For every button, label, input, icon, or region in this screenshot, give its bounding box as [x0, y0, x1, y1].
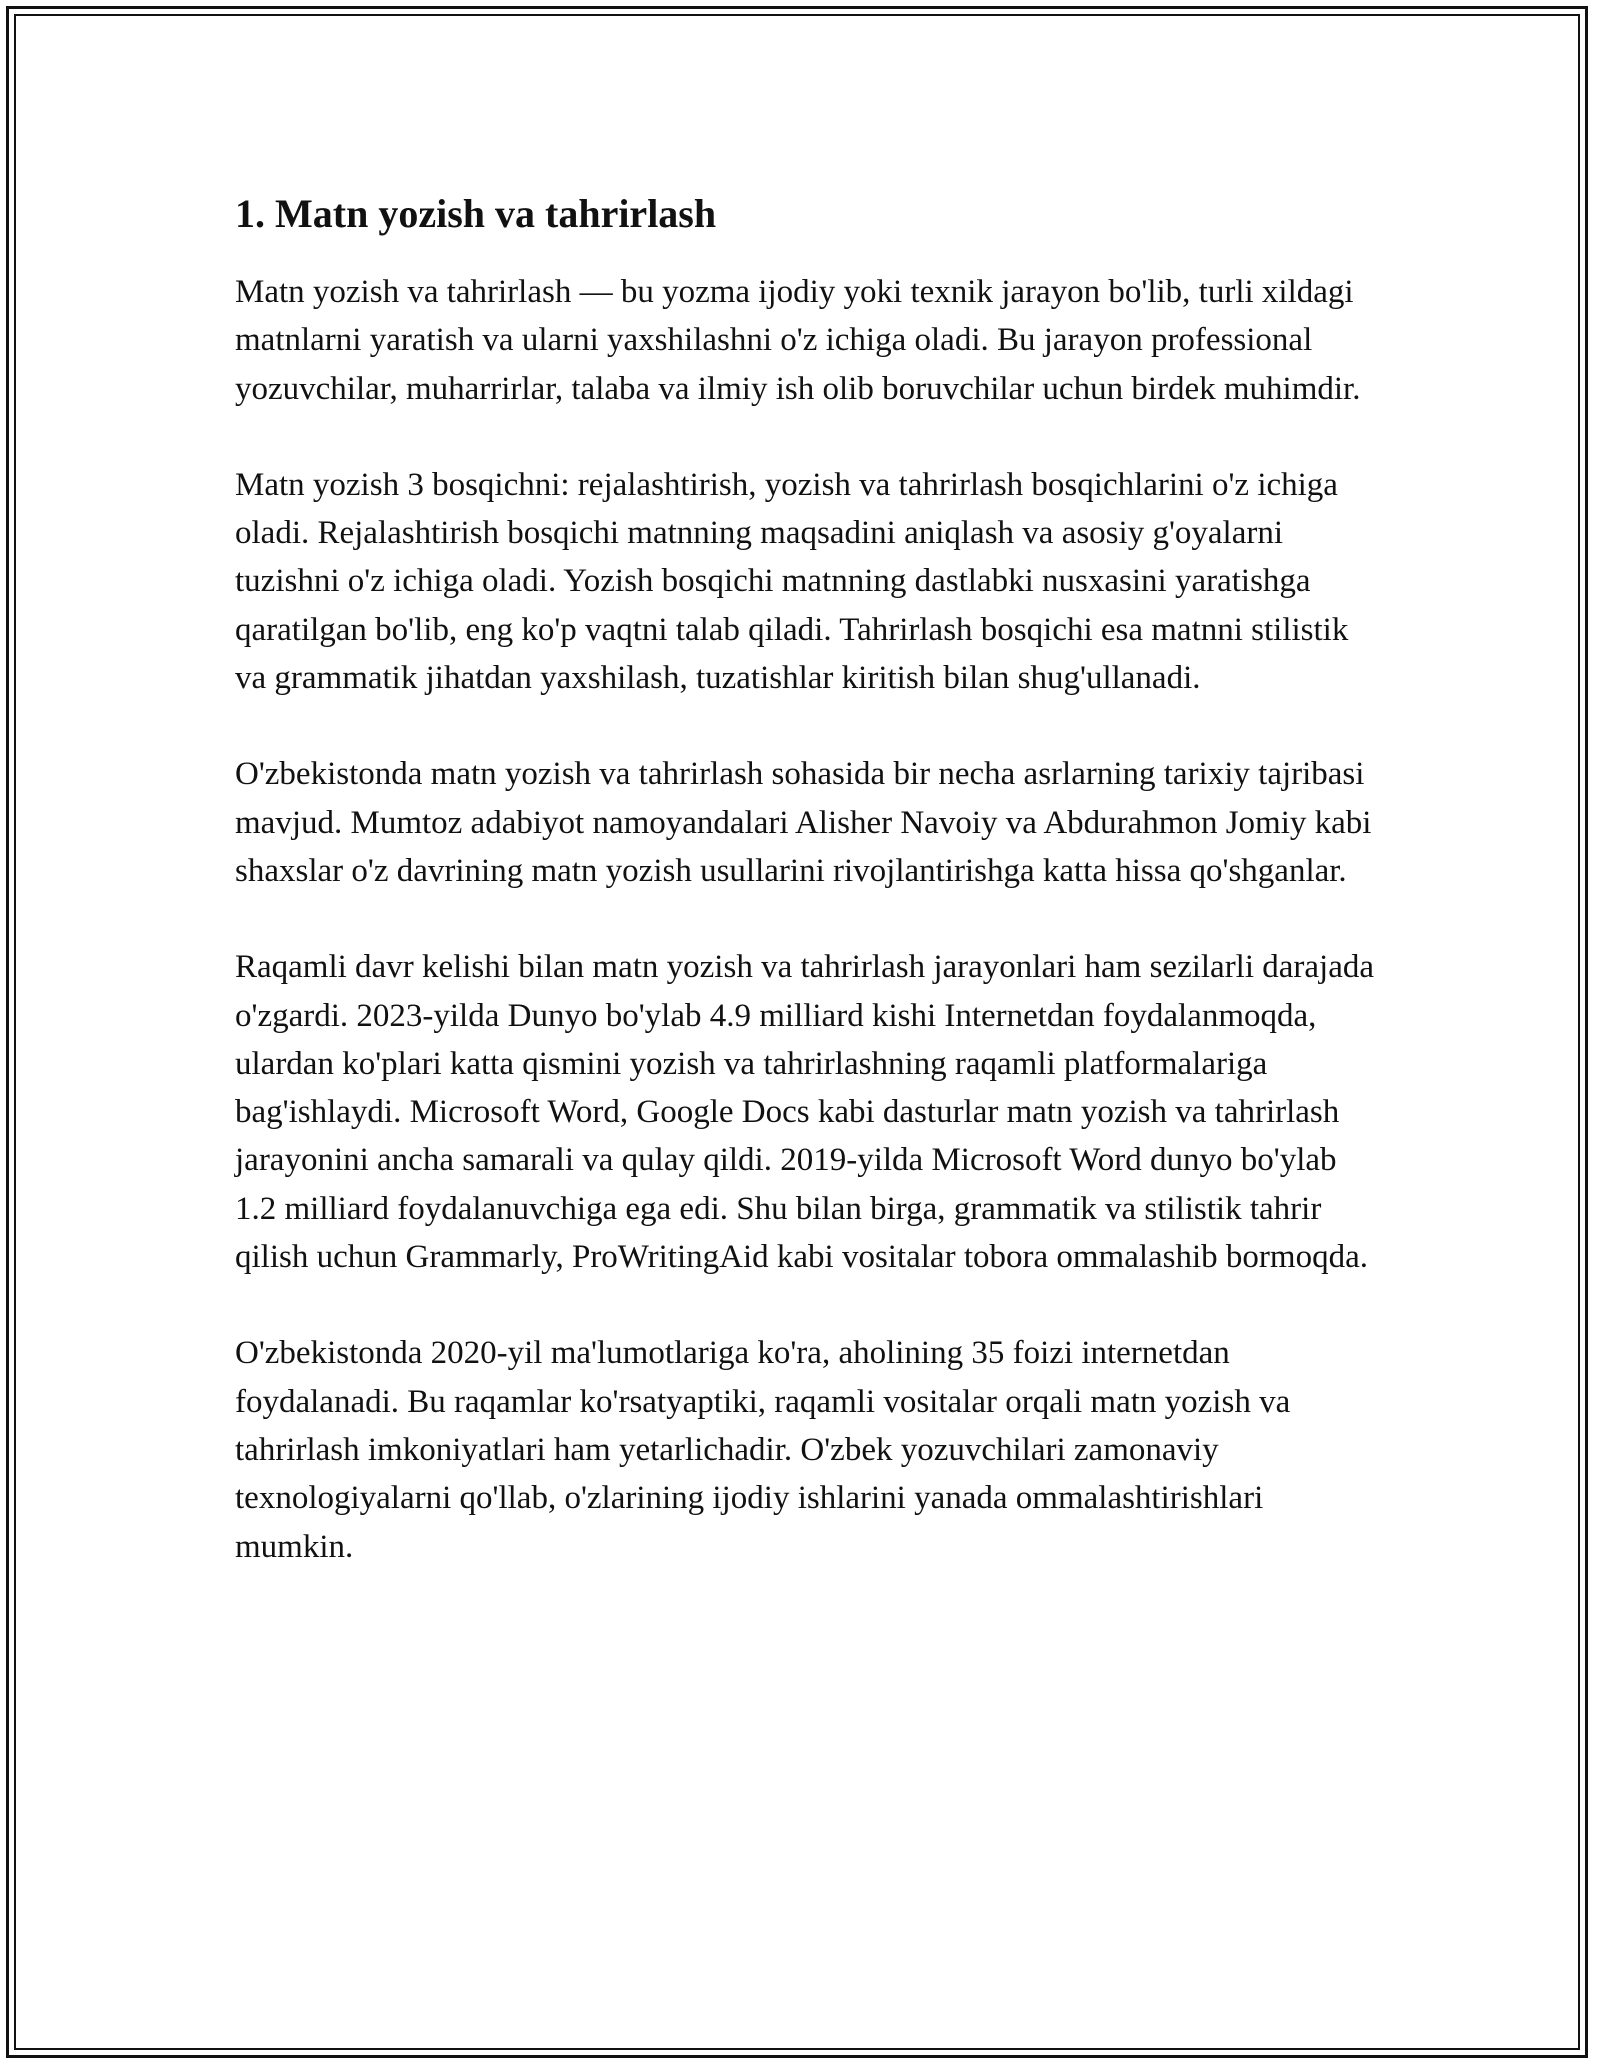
paragraph-history: O'zbekistonda matn yozish va tahrirlash sohasida bir necha asrlarning tarixiy tajribasi mavjud. Mumtoz adabiyot namoyandalari Alisher Navoiy va Abdurahmon Jomiy kabi shaxslar o'z davrining matn yozish usullarini rivojlantirishga katta hissa qo'shganlar. — [235, 756, 1372, 889]
paragraph-intro: Matn yozish va tahrirlash — bu yozma ijodiy yoki texnik jarayon bo'lib, turli xildagi matnlarni yaratish va ularni yaxshilashni o'z ichiga oladi. Bu jarayon professional yozuvchilar, muharrirlar, talaba va ilmiy ish olib boruvchilar uchun birdek muhimdir. — [235, 274, 1361, 407]
section-heading: 1. Matn yozish va tahrirlash — [235, 191, 717, 236]
document-body — [235, 188, 1375, 1619]
paragraph-digital-era: Raqamli davr kelishi bilan matn yozish va tahrirlash jarayonlari ham sezilarli darajada o'zgardi. 2023-yilda Dunyo bo'ylab 4.9 milliard kishi Internetdan foydalanmoqda, ulardan ko'plari katta qismini yozish va tahrirlashning raqamli platformalariga bag'ishlaydi. Microsoft Word, Google Docs kabi dasturlar matn yozish va tahrirlash jarayonini ancha samarali va qulay qildi. 2019-yilda Microsoft Word dunyo bo'ylab 1.2 milliard foydalanuvchiga ega edi. Shu bilan birga, grammatik va stilistik tahrir qilish uchun Grammarly, ProWritingAid kabi vositalar tobora ommalashib bormoqda. — [235, 949, 1375, 1276]
paragraph-uzbekistan-internet: O'zbekistonda 2020-yil ma'lumotlariga ko'ra, aholining 35 foizi internetdan foydalanadi. Bu raqamlar ko'rsatyaptiki, raqamli vositalar orqali matn yozish va tahrirlash imkoniyatlari ham yetarlichadir. O'zbek yozuvchilari zamonaviy texnologiyalarni qo'llab, o'zlarining ijodiy ishlarini yanada ommalashtirishlari mumkin. — [235, 1335, 1291, 1565]
paragraph-stages: Matn yozish 3 bosqichni: rejalashtirish, yozish va tahrirlash bosqichlarini o'z ichiga oladi. Rejalashtirish bosqichi matnning maqsadini aniqlash va asosiy g'oyalarni tuzishni o'z ichiga oladi. Yozish bosqichi matnning dastlabki nusxasini yaratishga qaratilgan bo'lib, eng ko'p vaqtni talab qiladi. Tahrirlash bosqichi esa matnni stilistik va grammatik jihatdan yaxshilash, tuzatishlar kiritish bilan shug'ullanadi. — [235, 466, 1349, 697]
